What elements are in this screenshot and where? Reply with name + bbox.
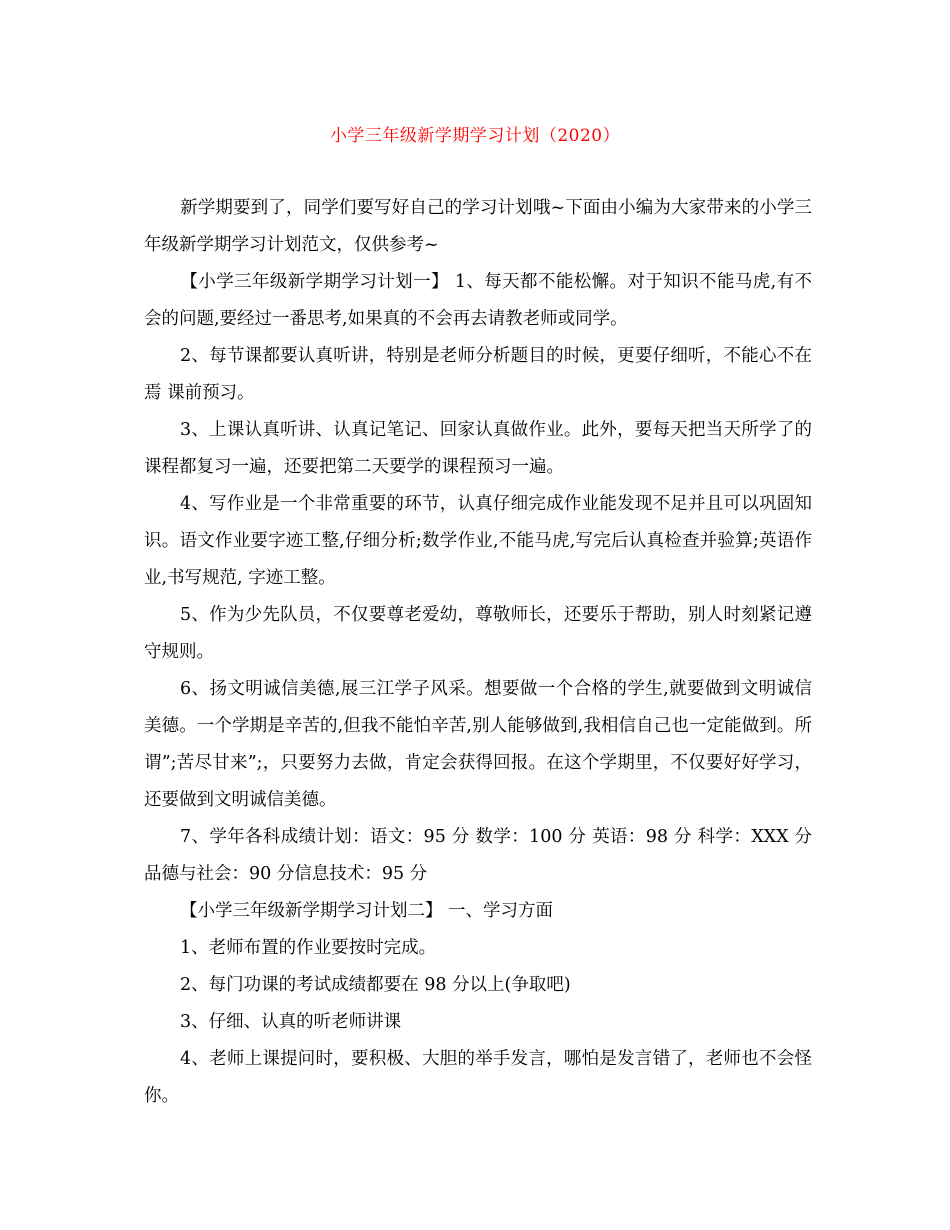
paragraph-intro: 新学期要到了，同学们要写好自己的学习计划哦~下面由小编为大家带来的小学三年级新学期学习计划范文，仅供参考~ (144, 198, 812, 255)
paragraph-plan-two-item-3: 3、仔细、认真的听老师讲课 (180, 1012, 402, 1032)
paragraph-plan-one-item-1: 【小学三年级新学期学习计划一】 1、每天都不能松懈。对于知识不能马虎,有不会的问题,要经过一番思考,如果真的不会再去请教老师或同学。 (144, 272, 812, 329)
paragraph-item-7: 7、学年各科成绩计划：语文：95 分 数学：100 分 英语：98 分 科学：XXX 分品德与社会：90 分信息技术：95 分 (144, 827, 812, 884)
document-body (144, 190, 812, 1115)
paragraph-plan-two-item-4: 4、老师上课提问时，要积极、大胆的举手发言，哪怕是发言错了，老师也不会怪你。 (144, 1049, 812, 1106)
paragraph-item-6: 6、扬文明诚信美德,展三江学子风采。想要做一个合格的学生,就要做到文明诚信美德。一个学期是辛苦的,但我不能怕辛苦,别人能够做到,我相信自己也一定能做到。所谓”;苦尽甘来”;，只要努力去做，肯定会获得回报。在这个学期里，不仅要好好学习，还要做到文明诚信美德。 (144, 679, 812, 810)
paragraph-plan-two-item-1: 1、老师布置的作业要按时完成。 (180, 938, 437, 958)
page-title: 小学三年级新学期学习计划（2020） (329, 126, 621, 146)
paragraph-item-3: 3、上课认真听讲、认真记笔记、回家认真做作业。此外，要每天把当天所学了的课程都复习一遍，还要把第二天要学的课程预习一遍。 (144, 420, 812, 477)
paragraph-item-2: 2、每节课都要认真听讲，特别是老师分析题目的时候，更要仔细听，不能心不在焉 课前预习。 (144, 346, 812, 403)
paragraph-item-5: 5、作为少先队员，不仅要尊老爱幼，尊敬师长，还要乐于帮助，别人时刻紧记遵守规则。 (144, 605, 812, 662)
paragraph-item-4: 4、写作业是一个非常重要的环节，认真仔细完成作业能发现不足并且可以巩固知识。语文作业要字迹工整,仔细分析;数学作业,不能马虎,写完后认真检查并验算;英语作业,书写规范, 字迹工整。 (144, 494, 812, 588)
paragraph-plan-two-item-2: 2、每门功课的考试成绩都要在 98 分以上(争取吧) (180, 975, 571, 995)
paragraph-plan-two-heading: 【小学三年级新学期学习计划二】 一、学习方面 (180, 901, 554, 921)
